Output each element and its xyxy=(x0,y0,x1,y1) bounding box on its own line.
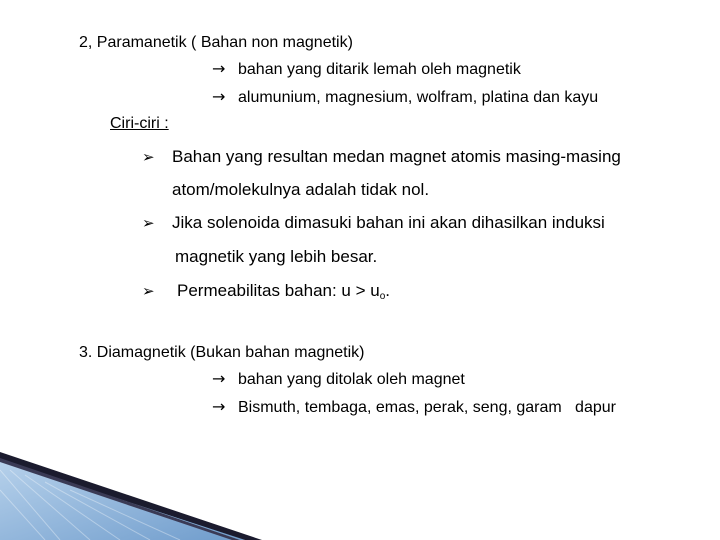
ciri-ciri-label: Ciri-ciri : xyxy=(110,115,169,132)
bullet-arrow-icon: ➢ xyxy=(142,214,155,232)
arrow-icon: → xyxy=(212,369,226,388)
permeability-text: Permeabilitas bahan: u > u xyxy=(177,281,380,300)
bullet-arrow-icon: ➢ xyxy=(142,148,155,166)
permeability-end: . xyxy=(385,281,391,300)
arrow-icon: → xyxy=(212,59,226,78)
bullet-arrow-icon: ➢ xyxy=(142,282,155,300)
arrow-item-text: bahan yang ditarik lemah oleh magnetik xyxy=(238,61,521,78)
arrow-item-text: alumunium, magnesium, wolfram, platina dan kayu xyxy=(238,89,599,106)
bullet-line-1: Jika solenoida dimasuki bahan ini akan dihasilkan induksi xyxy=(172,213,605,232)
bullet-continuation: atom/molekulnya adalah tidak nol. xyxy=(172,180,430,199)
section-3-heading: 3. Diamagnetik (Bukan bahan magnetik) xyxy=(79,344,365,361)
section-2-heading: 2, Paramanetik ( Bahan non magnetik) xyxy=(79,34,353,51)
bullet-line-1: Bahan yang resultan medan magnet atomis masing-masing xyxy=(172,147,621,166)
arrow-icon: → xyxy=(212,87,226,106)
bullet-continuation: magnetik yang lebih besar. xyxy=(175,247,378,266)
permeability-subscript: o xyxy=(379,291,386,302)
arrow-item-text: Bismuth, tembaga, emas, perak, seng, garam dapur xyxy=(238,399,616,416)
arrow-icon: → xyxy=(212,397,226,416)
arrow-item-text: bahan yang ditolak oleh magnet xyxy=(238,371,465,388)
